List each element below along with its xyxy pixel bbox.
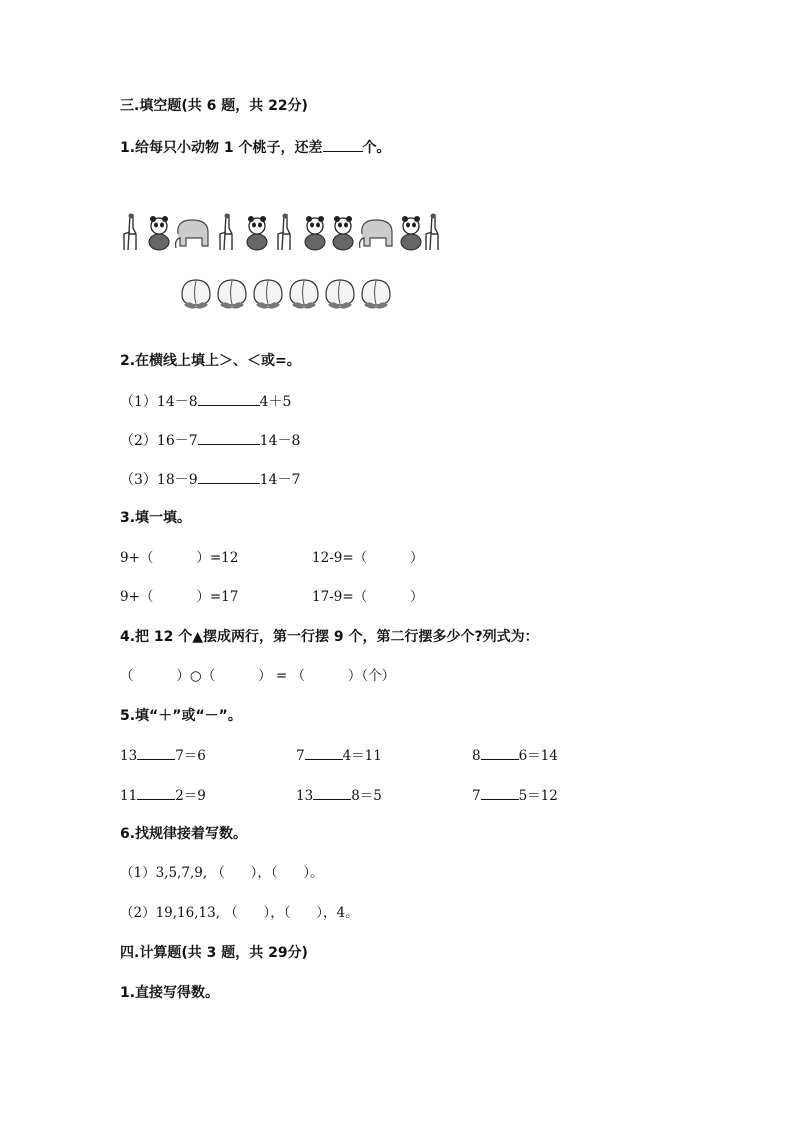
answer-blank[interactable] — [323, 138, 363, 152]
elephant-icon — [176, 220, 209, 248]
item-label: （2）16－7 — [120, 433, 198, 449]
question-2-item — [120, 470, 300, 489]
item-right: 14－8 — [259, 433, 301, 449]
peach-icon — [182, 280, 210, 309]
panda-icon — [247, 216, 267, 250]
sign-item: 7 5＝12 — [472, 788, 558, 804]
question-2-item — [120, 392, 291, 411]
peach-icon — [218, 280, 246, 309]
question-1 — [120, 138, 391, 157]
question-2-item — [120, 431, 300, 450]
peaches-illustration — [180, 277, 395, 311]
fill-item[interactable]: 12-9=（ ） — [312, 550, 424, 566]
panda-icon — [149, 216, 169, 250]
giraffe-icon — [426, 214, 438, 251]
item-right: 14－7 — [259, 472, 301, 488]
section-3-title: 三.填空题(共 6 题，共 22分) — [120, 98, 308, 114]
giraffe-icon — [278, 214, 290, 251]
panda-icon — [305, 216, 325, 250]
answer-blank[interactable] — [313, 786, 351, 800]
question-5-title: 5.填“＋”或“－”。 — [120, 708, 242, 724]
section-4-title: 四.计算题(共 3 题，共 29分) — [120, 945, 308, 961]
item-label: （1）14－8 — [120, 394, 198, 410]
answer-blank[interactable] — [481, 746, 519, 760]
peach-icon — [290, 280, 318, 309]
elephant-icon — [360, 220, 393, 248]
answer-blank[interactable] — [198, 431, 260, 445]
sequence-item[interactable]: （1）3,5,7,9, （ ），（ ）。 — [120, 865, 324, 881]
panda-icon — [401, 216, 421, 250]
peach-icon — [326, 280, 354, 309]
sign-item: 11 2＝9 — [120, 788, 206, 804]
peach-icon — [254, 280, 282, 309]
question-4-title: 4.把 12 个▲摆成两行，第一行摆 9 个，第二行摆多少个?列式为： — [120, 629, 539, 645]
fill-item[interactable]: 9+（ ）=12 — [120, 550, 239, 566]
sequence-item[interactable]: （2）19,16,13, （ ），（ ），4。 — [120, 905, 359, 921]
giraffe-icon — [220, 214, 232, 251]
question-4-1-title: 1.直接写得数。 — [120, 985, 220, 1001]
sign-item: 13 7＝6 — [120, 748, 206, 764]
animals-illustration — [120, 212, 440, 252]
answer-blank[interactable] — [198, 470, 260, 484]
question-1-text: 1.给每只小动物 1 个桃子，还差 — [120, 140, 323, 156]
peach-icon — [362, 280, 390, 309]
question-2-title: 2.在横线上填上＞、＜或=。 — [120, 353, 301, 369]
answer-blank[interactable] — [481, 786, 519, 800]
question-6-title: 6.找规律接着写数。 — [120, 826, 248, 842]
sign-item: 13 8＝5 — [296, 788, 382, 804]
giraffe-icon — [124, 214, 136, 251]
answer-blank[interactable] — [137, 746, 175, 760]
answer-blank[interactable] — [198, 392, 260, 406]
sign-item: 7 4＝11 — [296, 748, 382, 764]
answer-blank[interactable] — [137, 786, 175, 800]
fill-item[interactable]: 9+（ ）=17 — [120, 589, 239, 605]
sign-item: 8 6＝14 — [472, 748, 558, 764]
fill-item[interactable]: 17-9=（ ） — [312, 589, 424, 605]
answer-blank[interactable] — [305, 746, 343, 760]
question-3-title: 3.填一填。 — [120, 510, 192, 526]
formula-line[interactable]: （ ）○（ ） = （ ）（个） — [120, 668, 396, 684]
item-right: 4＋5 — [259, 394, 292, 410]
panda-icon — [333, 216, 353, 250]
question-1-suffix: 个。 — [362, 140, 391, 156]
item-label: （3）18－9 — [120, 472, 198, 488]
